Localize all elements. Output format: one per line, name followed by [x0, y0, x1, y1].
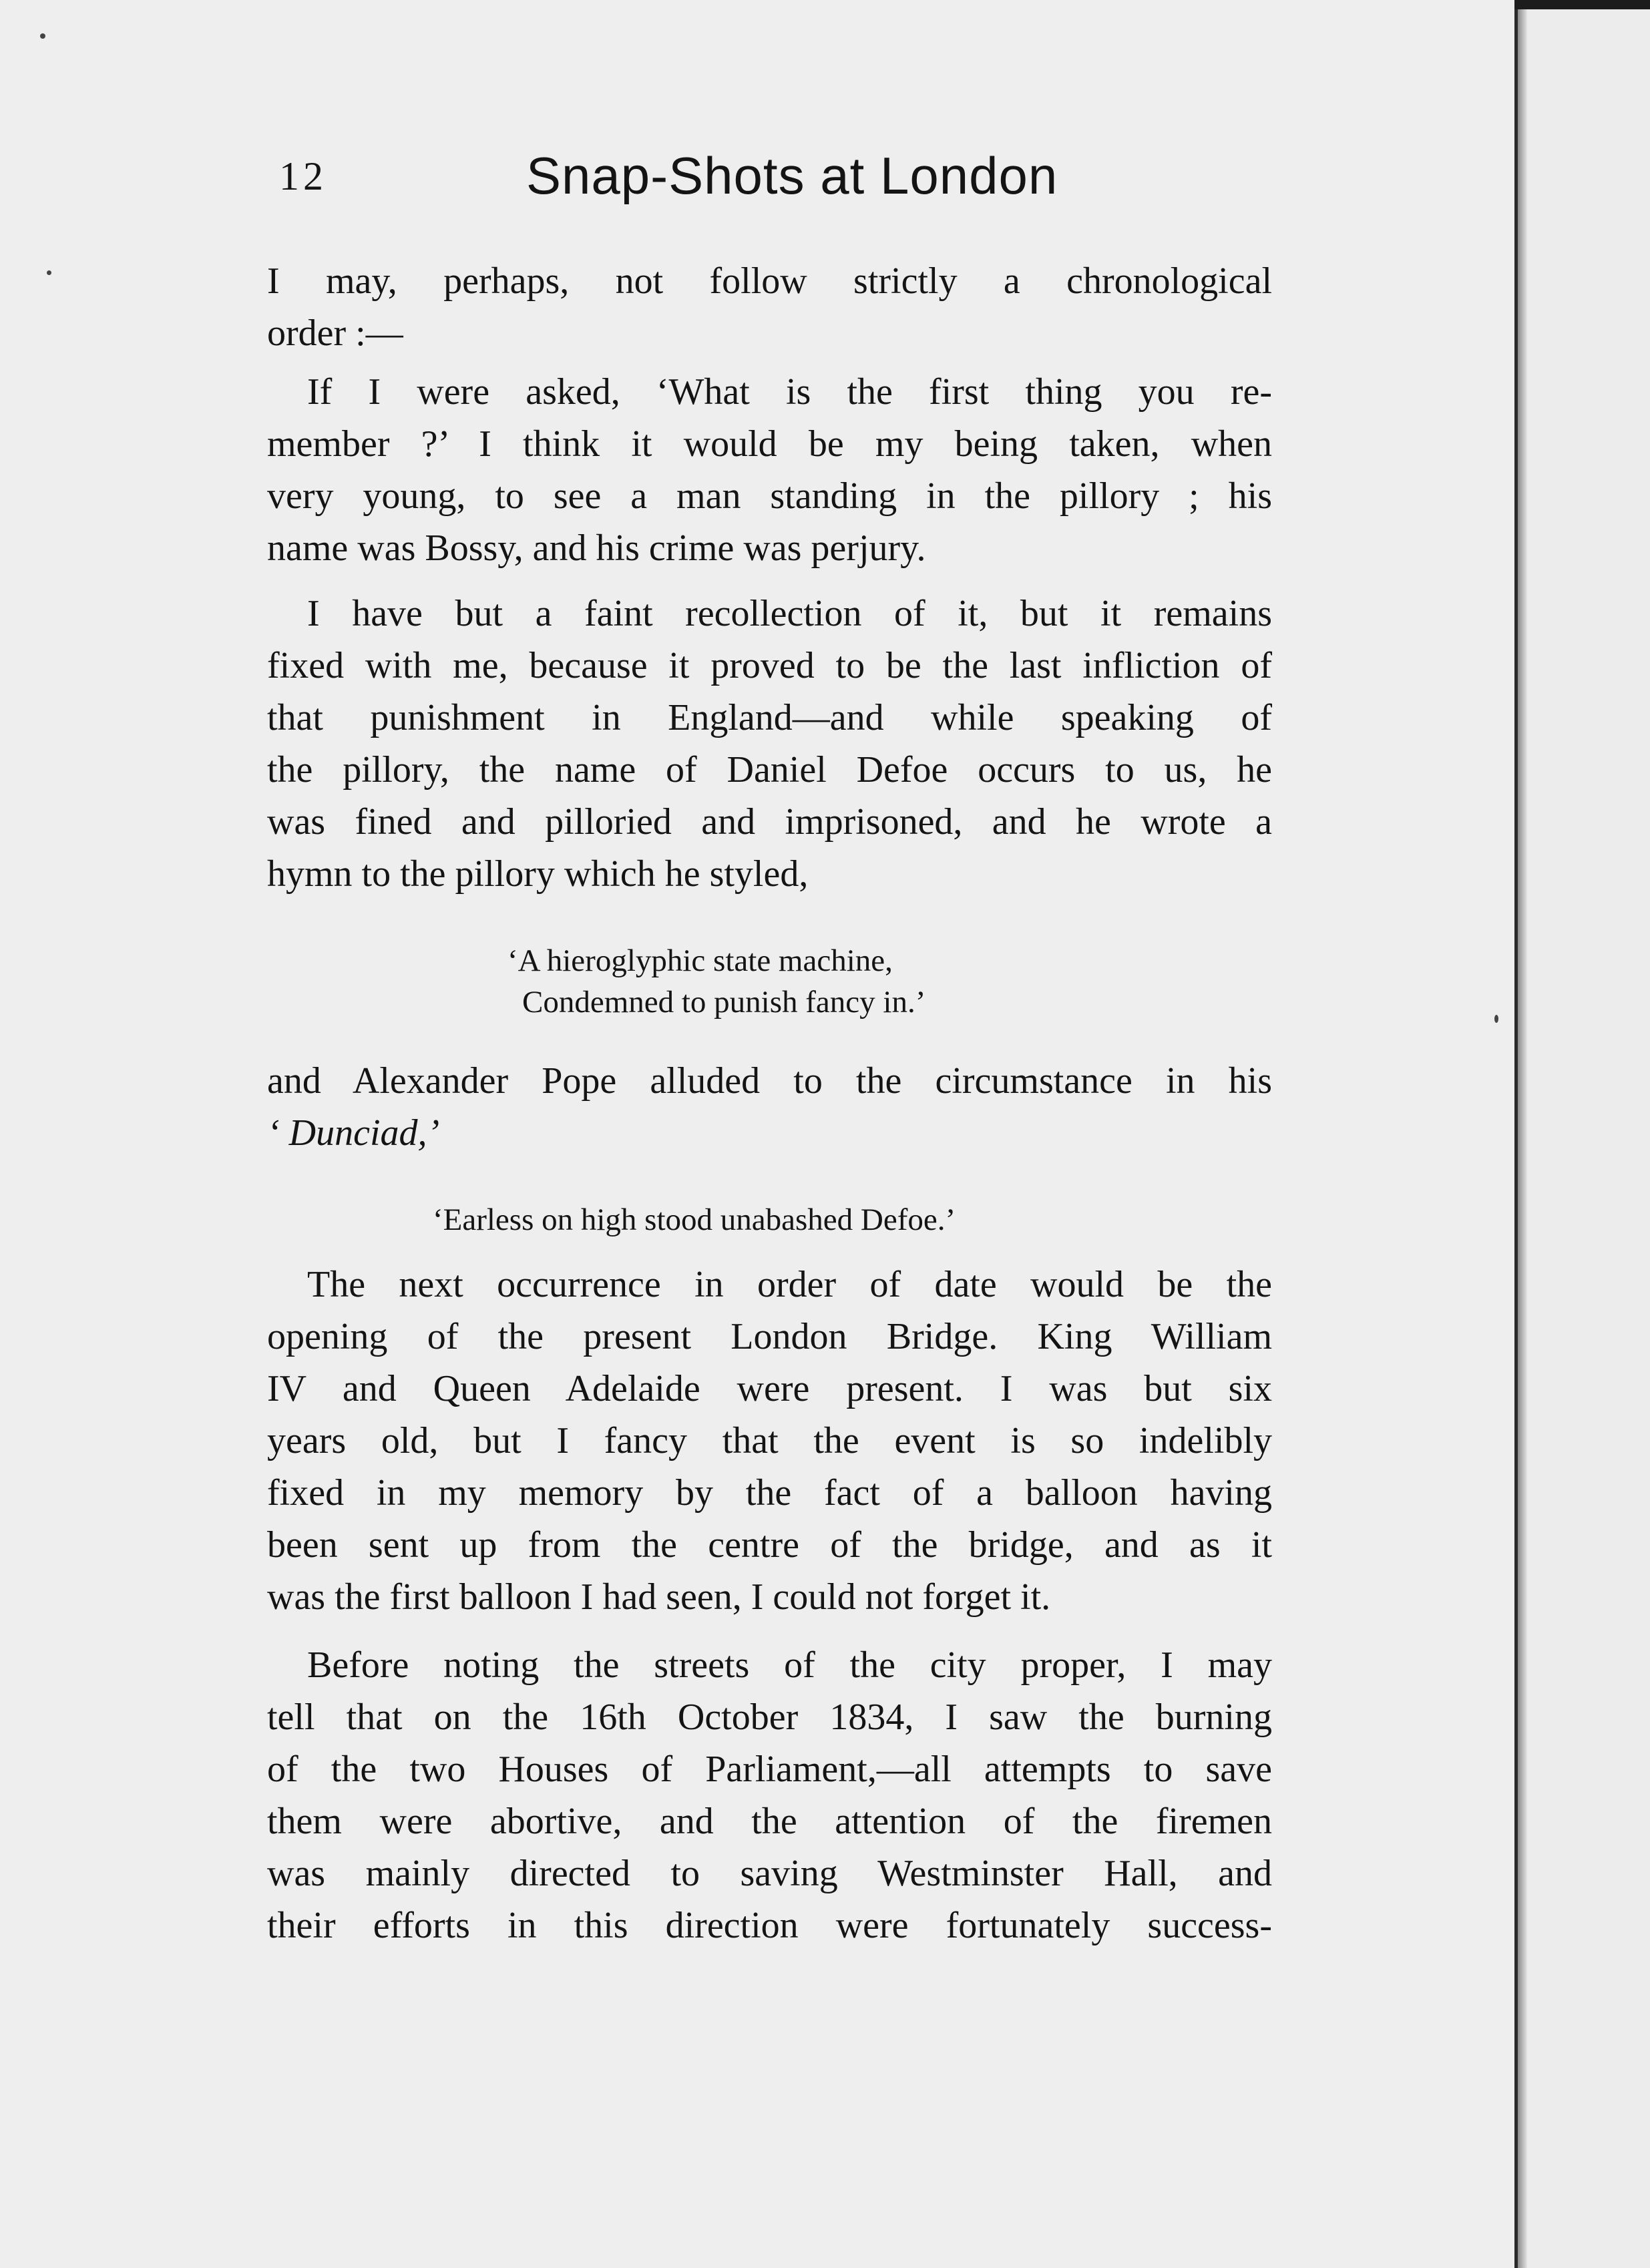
text-line: them were abortive, and the attention of the firemen — [267, 1801, 1272, 1842]
text-line: name was Bossy, and his crime was perjury. — [267, 527, 926, 569]
verse-quote-1 — [507, 940, 925, 1023]
text-line: The next occurrence in order of date would be the — [307, 1264, 1272, 1305]
facing-page-edge — [1514, 0, 1650, 2268]
text-line: I have but a faint recollection of it, but it remains — [307, 593, 1272, 634]
text-line: order :— — [267, 312, 403, 354]
text-line: fixed with me, because it proved to be the last infliction of — [267, 645, 1272, 686]
paragraph-6 — [267, 1639, 1272, 1952]
text-line: that punishment in England—and while speaking of — [267, 697, 1272, 738]
text-line: years old, but I fancy that the event is so indelibly — [267, 1420, 1272, 1461]
text-line: was the first balloon I had seen, I could not forget it. — [267, 1576, 1051, 1618]
text-line: of the two Houses of Parliament,—all attempts to save — [267, 1749, 1272, 1790]
text-line: hymn to the pillory which he styled, — [267, 853, 809, 895]
dust-speck — [1494, 1015, 1498, 1023]
paragraph-1 — [267, 255, 1272, 359]
paragraph-2 — [267, 366, 1272, 574]
text-line: the pillory, the name of Daniel Defoe occurs to us, he — [267, 749, 1272, 790]
page-header — [279, 146, 1287, 220]
text-line: was mainly directed to saving Westminster Hall, and — [267, 1853, 1272, 1894]
text-line: ‘ Dunciad,’ — [267, 1112, 440, 1154]
paragraph-4 — [267, 1055, 1272, 1159]
text-line: and Alexander Pope alluded to the circumstance in his — [267, 1060, 1272, 1102]
text-line: was fined and pilloried and imprisoned, and he wrote a — [267, 801, 1272, 843]
paragraph-5 — [267, 1259, 1272, 1623]
text-line: I may, perhaps, not follow strictly a chronological — [267, 260, 1272, 302]
text-line: been sent up from the centre of the bridge, and as it — [267, 1524, 1272, 1566]
text-line: very young, to see a man standing in the pillory ; his — [267, 475, 1272, 517]
text-line: If I were asked, ‘What is the first thing you re- — [307, 371, 1272, 413]
verse-quote-2 — [433, 1199, 956, 1240]
paragraph-3 — [267, 588, 1272, 900]
dust-speck — [47, 270, 51, 275]
text-line: Before noting the streets of the city proper, I may — [307, 1644, 1272, 1686]
verse-line: ‘A hieroglyphic state machine, — [507, 943, 893, 978]
text-line: tell that on the 16th October 1834, I saw the burning — [267, 1696, 1272, 1738]
dust-speck — [40, 33, 45, 39]
top-dark-band — [1514, 0, 1650, 9]
verse-line: Condemned to punish fancy in.’ — [522, 985, 926, 1019]
gutter-shadow — [1518, 0, 1527, 2268]
page-number: 12 — [279, 154, 327, 198]
text-line: fixed in my memory by the fact of a balloon having — [267, 1472, 1272, 1514]
text-line: member ?’ I think it would be my being taken, when — [267, 423, 1272, 465]
text-line: opening of the present London Bridge. King William — [267, 1316, 1272, 1357]
text-line: IV and Queen Adelaide were present. I was but six — [267, 1368, 1272, 1409]
text-line: their efforts in this direction were fortunately success- — [267, 1905, 1272, 1946]
running-title: Snap-Shots at London — [526, 146, 1058, 205]
verse-line: ‘Earless on high stood unabashed Defoe.’ — [433, 1202, 956, 1237]
